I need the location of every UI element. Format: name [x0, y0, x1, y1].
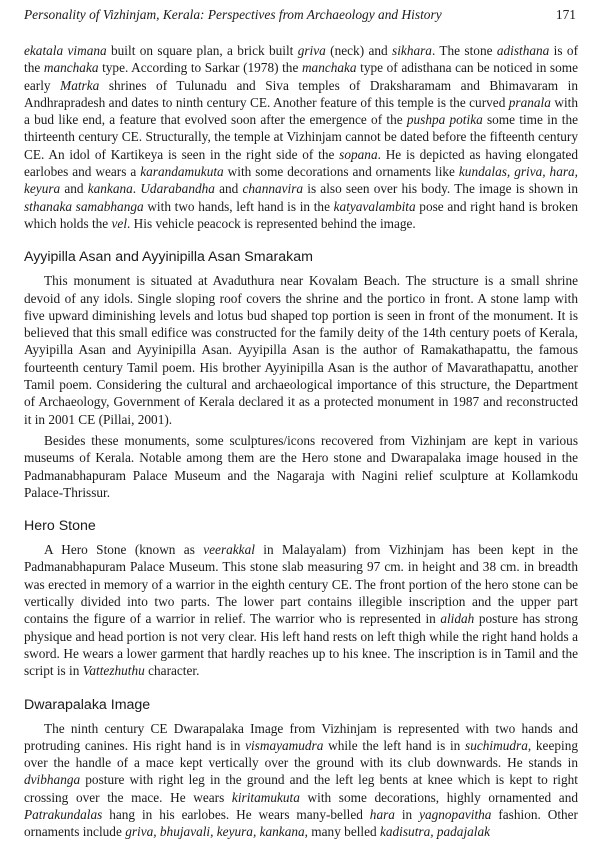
text-run: built on square plan, a brick built [106, 43, 298, 58]
text-run: posture has strong physique and head portion is not very clear. His left hand rests on left thigh while the right hand holds a sword. He wears a lower garment that hardly reaches up to his knee. The inscription is in Tamil and the script is in [24, 611, 578, 679]
smarakam-paragraph-2 [24, 432, 578, 501]
text-run: with a bud like end, a feature that evolved soon after the emergence of the [24, 94, 578, 128]
text-run: The ninth century CE Dwarapalaka Image from Vizhinjam is represented with two hands and protruding canines. His right hand is in [24, 720, 578, 753]
italic-term: manchaka [301, 60, 357, 76]
text-run: . The stone [431, 43, 497, 58]
italic-term: dvibhanga [24, 772, 81, 788]
italic-term: sikhara [392, 43, 432, 58]
text-run: Besides these monuments, some sculptures/icons recovered from Vizhinjam are kept in various museums of Kerala. Notable among them are the Hero stone and Dwarapalaka image housed in the Padmanabhapuram Palace Museum and the Nagaraja with Nagini relief sculpture at Kollamkodu Palace-Thrissur. [24, 432, 578, 500]
text-run: character. [144, 663, 200, 679]
text-run: is of the [24, 43, 578, 76]
text-run: while the left hand is in [323, 737, 466, 753]
italic-term: Patrakundalas [24, 806, 103, 822]
text-run: with two hands, left hand is in the [143, 198, 334, 214]
italic-term: kadisutra, padajalak [379, 824, 491, 840]
italic-term: griva, bhujavali, keyura, kankana [125, 824, 305, 840]
italic-term: alidah [440, 611, 475, 627]
italic-term: yagnopavitha [419, 806, 492, 822]
text-run: , keeping over the handle of a mace kept vertically over the ground with its club downwards. He stands in [24, 737, 578, 771]
italic-term: sthanaka samabhanga [24, 198, 144, 214]
italic-term: kankana [87, 181, 133, 197]
italic-term: pushpa potika [406, 112, 483, 128]
italic-term: Vattezhuthu [82, 663, 145, 679]
italic-term: ekatala vimana [24, 43, 107, 58]
page-number: 171 [555, 7, 576, 22]
text-run: A Hero Stone (known as [44, 542, 204, 558]
text-run: , many belled [304, 824, 380, 840]
running-head [24, 6, 578, 24]
text-run: pose and right hand is broken which holds the [24, 198, 578, 231]
text-run: in Malayalam) from Vizhinjam has been kept in the Padmanabhapuram Palace Museum. This stone slab measuring 97 cm. in height and 38 cm. in breadth was erected in memory of a warrior in the eighth century CE. The front portion of the hero stone can be vertically divided into two parts. The lower part contains illegible inscription and the upper part contains the figure of a warrior in relief. The warrior who is represented in [24, 542, 578, 627]
section-heading-smarakam: Ayyipilla Asan and Ayyinipilla Asan Smarakam [24, 249, 313, 266]
text-run: posture with right leg in the ground and the left leg bents at knee which is kept to right crossing over the mace. He wears [24, 772, 578, 805]
italic-term: griva [297, 43, 326, 58]
dwarapalaka-paragraph [24, 720, 578, 841]
intro-paragraph [24, 42, 578, 232]
italic-term: channavira [242, 181, 304, 197]
text-run: and [214, 181, 243, 197]
text-run: type. According to Sarkar (1978) the [98, 60, 302, 76]
section-heading-hero-stone: Hero Stone [24, 518, 96, 535]
text-run: This monument is situated at Avaduthura near Kovalam Beach. The structure is a small shrine devoid of any idols. Single sloping roof covers the shrine and the portico in front. A stone lamp with five upward diminishing levels and lotus bud shaped top portion is seen in front of the monument. It is believed that this small edifice was constructed for the family deity of the 14th century poets of Kerala, Ayyipilla Asan and Ayyinipilla Asan. Ayyipilla Asan is the author of Ramakathapattu, the famous fourteenth century Tamil poem. His brother Ayyinipilla Asan is the author of Mavarathapattu, another Tamil poem. Considering the cultural and archaeological importance of this structure, the Department of Archaeology, Government of Kerala declared it as a protected monument in 1987 and reconstructed it in 2001 CE (Pillai, 2001). [24, 273, 578, 427]
text-run: hang in his earlobes. He wears many-belled [102, 806, 370, 822]
italic-term: hara [369, 806, 395, 822]
smarakam-paragraph-1 [24, 272, 578, 428]
running-title: Personality of Vizhinjam, Kerala: Perspectives from Archaeology and History [24, 7, 442, 22]
text-run: is also seen over his body. The image is shown in [303, 181, 578, 197]
text-run: with some decorations, highly ornamented and [299, 789, 578, 805]
italic-term: adisthana [496, 43, 550, 58]
text-run: shrines of Tulunadu and Siva temples of Draksharamam and Bhimavaram in Andhrapradesh and dates to ninth century CE. Another feature of this temple is the curved [24, 77, 578, 110]
text-run: and [60, 181, 88, 197]
italic-term: katyavalambita [333, 198, 416, 214]
text-run: . He is depicted as having elongated earlobes and wears a [24, 146, 578, 180]
italic-term: manchaka [43, 60, 99, 76]
text-run: . [132, 181, 141, 197]
hero-stone-paragraph [24, 541, 578, 679]
text-run: (neck) and [325, 43, 393, 58]
italic-term: pranala [508, 94, 551, 110]
italic-term: karandamukuta [140, 164, 224, 180]
italic-term: kiritamukuta [231, 789, 300, 805]
italic-term: suchimudra [465, 737, 528, 753]
text-run: . His vehicle peacock is represented behind the image. [127, 215, 416, 231]
italic-term: veerakkal [203, 542, 255, 558]
italic-term: Udarabandha [140, 181, 215, 197]
italic-term: sopana [339, 146, 378, 162]
italic-term: vel [111, 215, 128, 231]
text-run: fashion. Other ornaments include [24, 806, 578, 840]
text-run: with some decorations and ornaments like [223, 164, 459, 180]
section-heading-dwarapalaka: Dwarapalaka Image [24, 696, 151, 713]
italic-term: vismayamudra [245, 737, 324, 753]
italic-term: kundalas, griva, hara, keyura [24, 164, 578, 197]
text-run: type of adisthana can be noticed in some early [24, 60, 578, 93]
italic-term: Matrka [60, 77, 100, 93]
text-run: in [394, 806, 420, 822]
text-run: some time in the thirteenth century CE. Structurally, the temple at Vizhinjam cannot be dated before the fifteenth century CE. An idol of Kartikeya is seen in the right side of the [24, 112, 578, 162]
